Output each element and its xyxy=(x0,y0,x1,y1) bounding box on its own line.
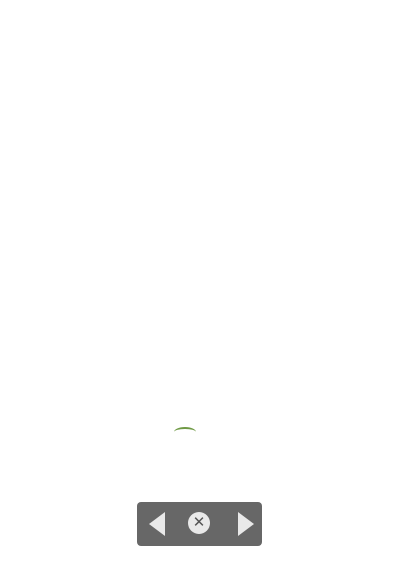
arrow-left-icon[interactable] xyxy=(149,512,165,536)
footer xyxy=(100,430,300,460)
leaf-icon xyxy=(174,427,196,437)
close-icon[interactable]: ✕ xyxy=(188,512,210,534)
arrow-right-icon[interactable] xyxy=(238,512,254,536)
taunusblicke-logo xyxy=(168,430,232,448)
